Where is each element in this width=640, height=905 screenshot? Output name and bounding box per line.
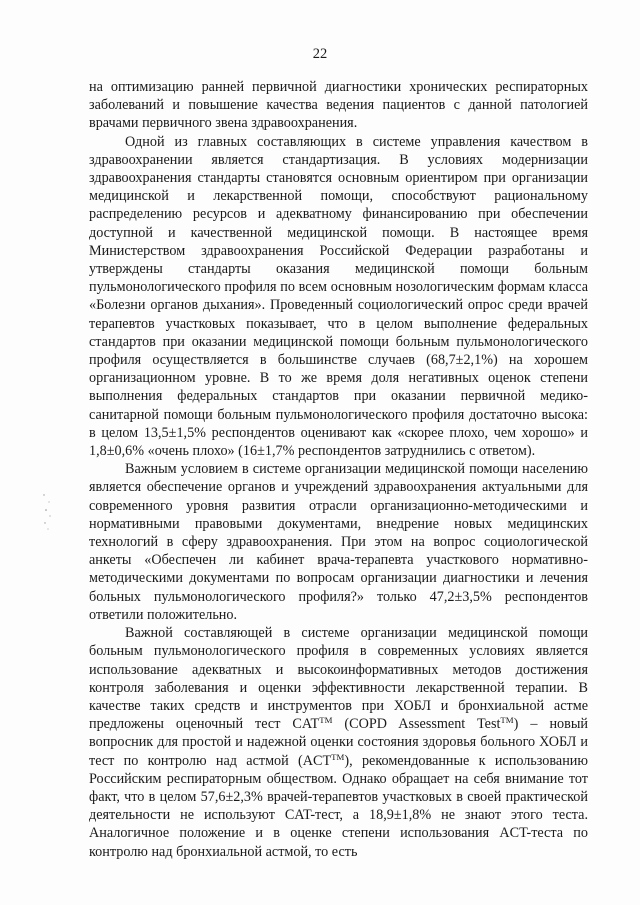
paragraph-text: Важным условием в системе организации медицинской помощи населению является обеспечение органов и учреждений здравоохранения актуальными для современного уровня развития отрасли организационно-методическими и нормативными правовыми документами, внедрение новых медицинских технологий в сферу здравоохранения. При этом на вопрос социологической анкеты «Обеспечен ли кабинет врача-терапевта участкового нормативно-методическими документами по вопросам организации диагностики и лечения больных пульмонологического профиля?» только 47,2±3,5% респондентов ответили положительно. bbox=[89, 461, 588, 623]
paragraph-text: на оптимизацию ранней первичной диагностики хронических респираторных заболеваний и повышение качества ведения пациентов с данной патологией врачами первичного звена здравоохранения. bbox=[89, 79, 588, 132]
paragraph-text: ) – новый вопросник для простой и надежной оценки состояния здоровья больного ХОБЛ и тест по контролю над астмой (ACT bbox=[89, 716, 588, 769]
body-text bbox=[89, 78, 588, 861]
paragraph-2 bbox=[89, 133, 588, 461]
paragraph-text: (COPD Assessment Test bbox=[332, 716, 501, 733]
paragraph-text: ), рекомендованные к использованию Российским респираторным обществом. Однако обращает на себя внимание тот факт, что в целом 57,6±2,3% врачей-терапевтов участковых в своей практической деятельности не используют CAT-тест, а 18,9±1,8% не знают этого теста. Аналогичное положение и в оценке степени использования ACT-теста по контролю над бронхиальной астмой, то есть bbox=[89, 752, 588, 860]
paragraph-1 bbox=[89, 78, 588, 133]
paragraph-3 bbox=[89, 460, 588, 624]
trademark-superscript: TM bbox=[319, 715, 333, 726]
trademark-superscript: TM bbox=[500, 715, 514, 726]
paragraph-4 bbox=[89, 624, 588, 861]
scan-specks bbox=[40, 492, 54, 532]
trademark-superscript: TM bbox=[331, 751, 345, 762]
page-number: 22 bbox=[312, 46, 328, 62]
paragraph-text: Одной из главных составляющих в системе управления качеством в здравоохранении является стандартизация. В условиях модернизации здравоохранения стандарты становятся основным ориентиром при организации медицинской и лекарственной помощи, способствуют рациональному распределению ресурсов и адекватному финансированию при обеспечении доступной и качественной медицинской помощи. В настоящее время Министерством здравоохранения Российской Федерации разработаны и утверждены стандарты оказания медицинской помощи больным пульмонологического профиля по всем основным нозологическим формам класса «Болезни органов дыхания». Проведенный социологический опрос среди врачей терапевтов участковых показывает, что в целом выполнение федеральных стандартов при оказании медицинской помощи больным пульмонологического профиля осуществляется в большинстве случаев (68,7±2,1%) на хорошем организационном уровне. В то же время доля негативных оценок степени выполнения федеральных стандартов при оказании первичной медико-санитарной помощи больным пульмонологического профиля достаточно высока: в целом 13,5±1,5% респондентов оценивают как «скорее плохо, чем хорошо» и 1,8±0,6% «очень плохо» (16±1,7% респондентов затруднились с ответом). bbox=[89, 133, 588, 460]
paragraph-text: Важной составляющей в системе организации медицинской помощи больным пульмонологического профиля в современных условиях является использование адекватных и высокоинформативных методов достижения контроля заболевания и оценки эффективности лекарственной терапии. В качестве таких средств и инструментов при ХОБЛ и бронхиальной астме предложены оценочный тест CAT bbox=[89, 625, 588, 733]
